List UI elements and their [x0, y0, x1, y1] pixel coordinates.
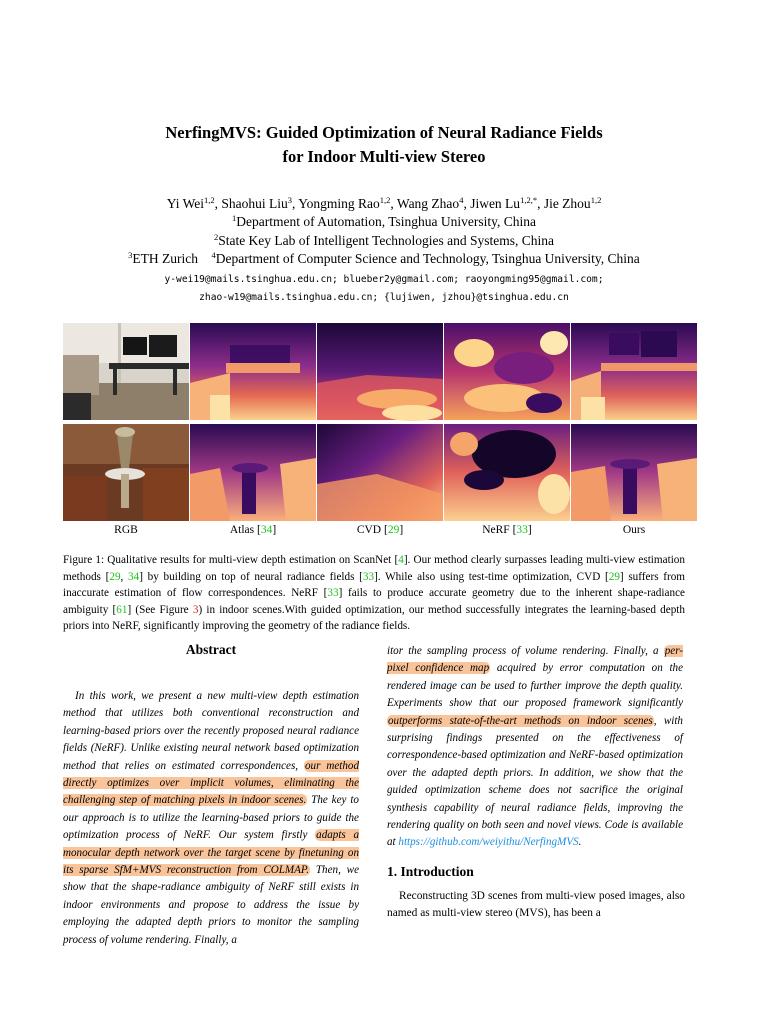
code-link[interactable]: https://github.com/weiyithu/NerfingMVS	[398, 836, 579, 849]
title-line-2: for Indoor Multi-view Stereo	[282, 147, 486, 166]
label-rgb: RGB	[114, 524, 138, 536]
ref-link[interactable]: 4	[398, 554, 404, 566]
title-line-1: NerfingMVS: Guided Optimization of Neural Radiance Fields	[165, 123, 603, 142]
ref-link[interactable]: 34	[128, 570, 140, 583]
abstract-heading: Abstract	[185, 642, 237, 657]
label-ours: Ours	[622, 524, 646, 536]
author-5: Jiwen $Lu^{1,2,*}$	[470, 195, 538, 211]
abstract-left-column: In this work, we present a new multi-view depth estimation method that utilizes both conventional reconstruction and learning-based priors over the recently proposed neural radiance fields (NeRF). Unlike existing neural network based optimization method that relies on estimated correspondences, our method directly optimizes over implicit volumes, eliminating the challenging step of matching pixels in indoor scenes. The key to our approach is to utilize the learning-based priors to guide the optimization process of NeRF. Our system firstly adapts a monocular depth network over the target scene by finetuning on its sparse SfM+MVS reconstruction from COLMAP. Then, we show that the shape-radiance ambiguity of NeRF still exists in indoor environments and propose to address the issue by employing the adapted depth priors to monitor the sampling process of volume rendering. Finally, a	[63, 690, 360, 946]
affiliation-2: $^2$State Key Lab of Intelligent Technologies and Systems, China	[213, 232, 555, 248]
author-2: Shaohui Liu$^3$	[221, 195, 292, 211]
intro-text: Reconstructing 3D scenes from multi-view posed images, also named as multi-view stereo (MVS), has been a	[387, 890, 685, 920]
cvd-depth-row1	[317, 323, 443, 420]
ref-link[interactable]: 33	[327, 587, 339, 600]
author-3: Yongming Rao$^{1,2}$	[298, 195, 391, 211]
label-cvd: CVD [29]	[356, 524, 404, 536]
abstract-right-column: itor the sampling process of volume rendering. Finally, a per-pixel confidence map acquired by error computation on the rendered image can be used to further improve the depth quality. Experiments show that our proposed framework significantly outperforms state-of-the-art methods on indoor scenes, with surprising findings presented on the effectiveness of correspondence-based optimization and NeRF-based optimization over the adapted depth priors. In addition, we show that the guided optimization scheme does not sacrifice the original synthesis capability of neural radiance fields, improving the rendering quality on both seen and novel views. Code is available at https://github.com/weiyithu/NerfingMVS.	[387, 645, 683, 849]
rgb-image-row2	[63, 424, 189, 521]
ref-link[interactable]: 29	[109, 570, 121, 583]
affiliation-3-4: $^3$ETH Zurich $^4$Department of Computer Science and Technology, Tsinghua University, China	[128, 250, 640, 266]
nerf-depth-row2	[444, 424, 570, 521]
figure-caption: Figure 1: Qualitative results for multi-view depth estimation on ScanNet [4]. Our method clearly surpasses leading multi-view estimation methods [29, 34] by building on top of neural radiance fields [33]. While also using test-time optimization, CVD [29] suffers from inaccurate estimation of flow correspondences. NeRF [33] fails to produce accurate geometry due to the inherent shape-radiance ambiguity [61] (See Figure 3) in indoor scenes.With guided optimization, our method successfully integrates the learning-based depth priors into NeRF, significantly improving the geometry of the radiance fields.	[63, 554, 686, 633]
affiliation-1: $^1$Department of Automation, Tsinghua University, China	[231, 213, 536, 229]
nerf-depth-row1	[444, 323, 570, 420]
rgb-image-row1	[63, 323, 189, 420]
ours-depth-row2	[571, 424, 697, 521]
ref-link[interactable]: 29	[608, 570, 620, 583]
ref-link[interactable]: 61	[116, 603, 128, 616]
ref-link[interactable]: 33	[362, 570, 375, 583]
figure-link[interactable]: 3	[192, 603, 199, 616]
label-nerf: NeRF [33]	[482, 524, 532, 536]
intro-heading: 1. Introduction	[387, 864, 474, 879]
atlas-depth-row2	[190, 424, 316, 521]
author-4: Wang Zhao$^4$	[396, 195, 464, 211]
atlas-depth-row1	[190, 323, 316, 420]
highlight: outperforms state-of-the-art methods on indoor scenes	[388, 714, 653, 727]
cvd-depth-row2	[317, 424, 443, 521]
highlight: adapts a monocular depth network over the target scene by finetuning on its sparse SfM+MVS reconstruction from COLMAP.	[63, 829, 359, 877]
highlight: our method directly optimizes over implicit volumes, eliminating the challenging step of matching pixels in indoor scenes.	[63, 759, 360, 807]
paper-title	[60, 121, 708, 169]
highlight: per-pixel confidence map	[387, 645, 683, 675]
ours-depth-row1	[571, 323, 697, 420]
author-6: Jie Zhou$^{1,2}$	[543, 195, 602, 211]
label-atlas: Atlas [34]	[229, 524, 277, 536]
email-line-1: y-wei19@mails.tsinghua.edu.cn; blueber2y@gmail.com; raoyongming95@gmail.com;	[164, 274, 604, 285]
email-line-2: zhao-w19@mails.tsinghua.edu.cn; {lujiwen, jzhou}@tsinghua.edu.cn	[199, 292, 569, 303]
author-list: Yi Wei$^{1,2}$, Shaohui Liu$^3$, Yongming Rao$^{1,2}$, Wang Zhao$^4$, Jiwen $Lu^{1,2,*}$, Jie Zhou$^{1,2}$	[166, 195, 602, 211]
author-1: Yi Wei$^{1,2}$	[166, 195, 215, 211]
